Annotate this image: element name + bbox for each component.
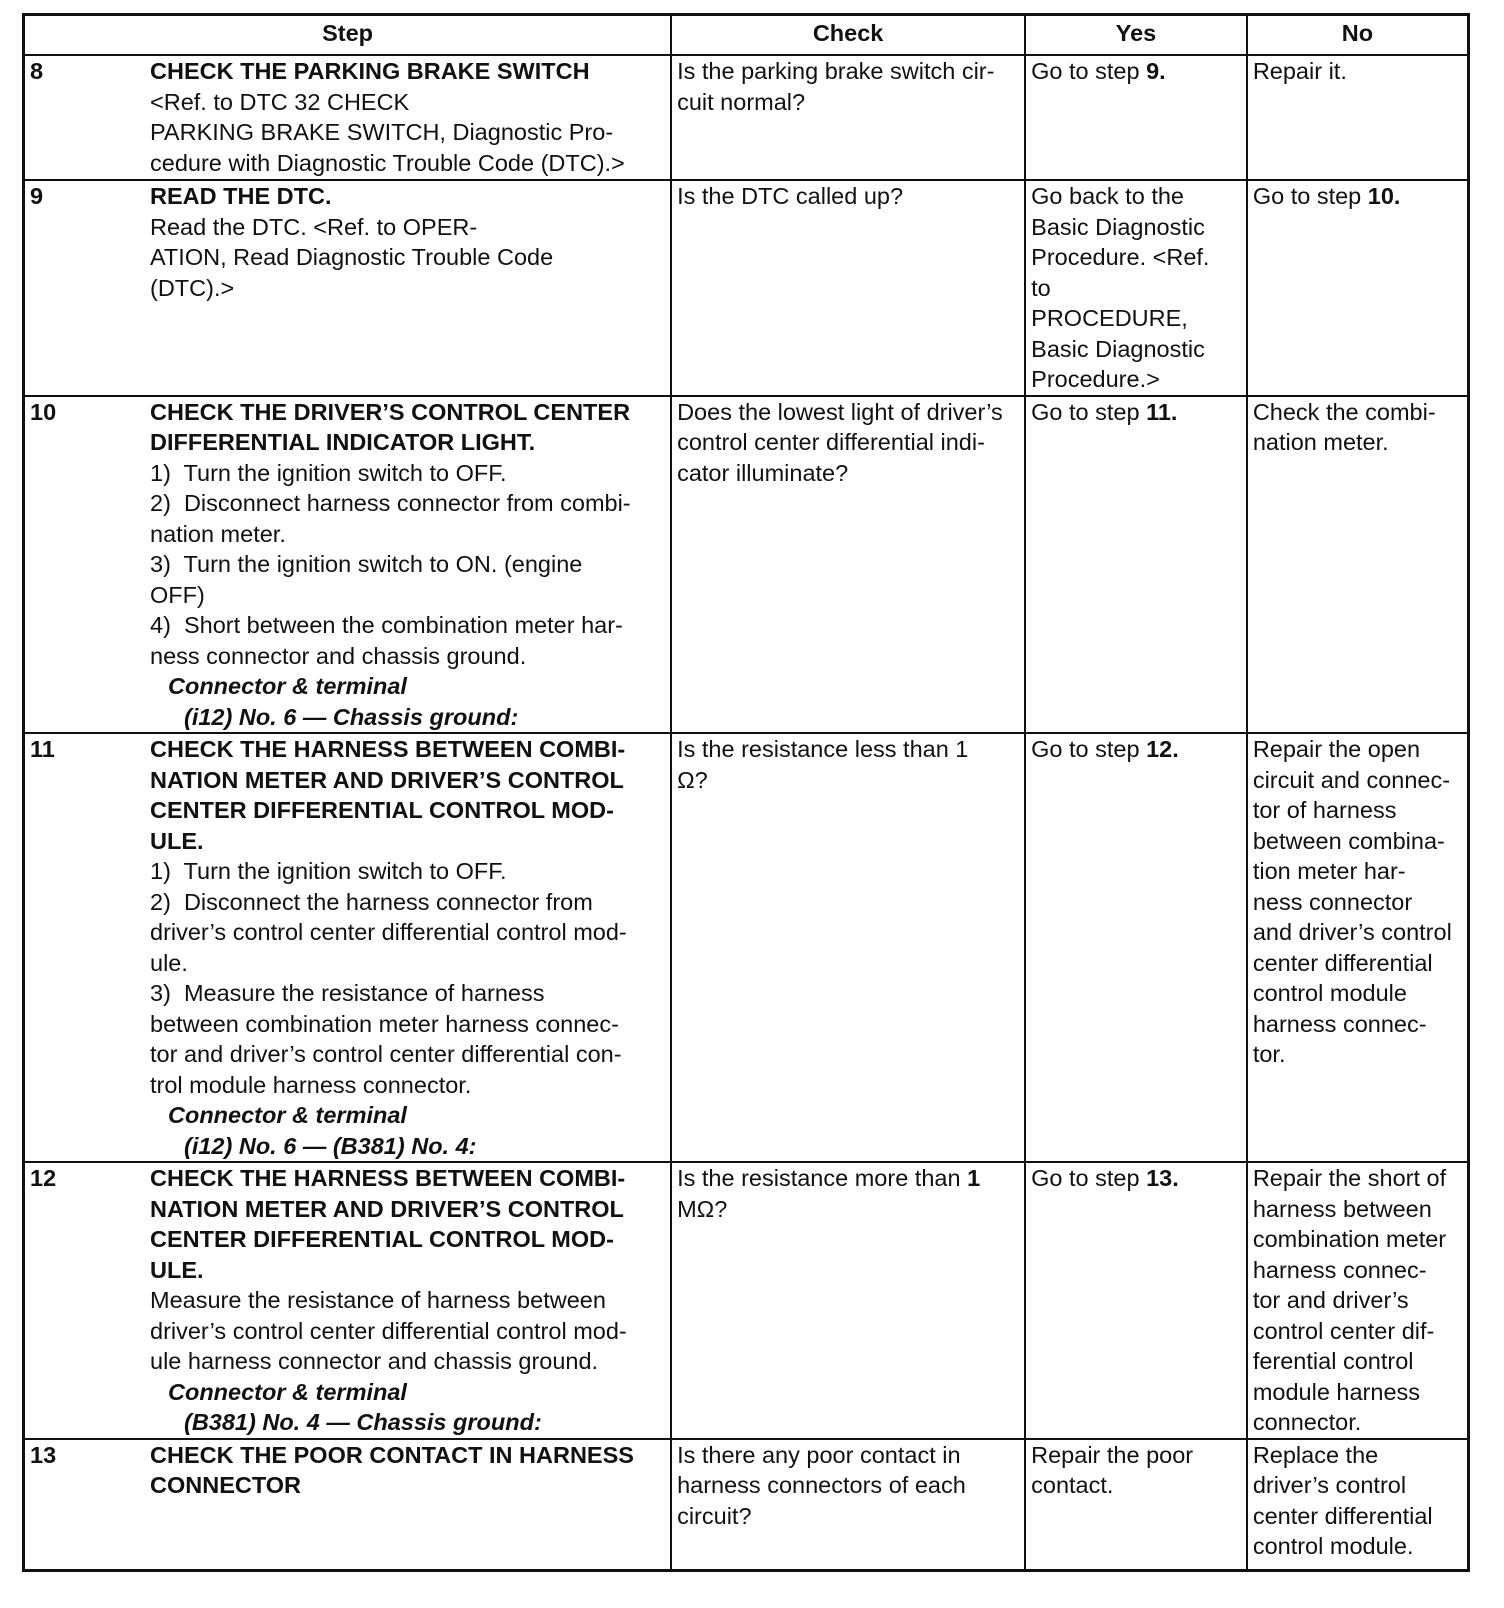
no-cell: Repair the open circuit and connec- tor of harness between combina- tion meter har- ness connector and driver’s control center differential control module harness connec- tor.: [1247, 733, 1469, 1162]
yes-cell: [1025, 1162, 1247, 1439]
check-text: Is the resistance more than: [677, 1165, 968, 1191]
step-title: CHECK THE POOR CONTACT IN HARNESS CONNECTOR: [150, 1441, 634, 1498]
yes-cell: [1025, 733, 1247, 1162]
step-cell: [24, 180, 672, 396]
yes-text: Go to step: [1031, 736, 1147, 762]
step-cell: [24, 396, 672, 734]
table-row: [24, 55, 1469, 180]
connector-terminal-value: (i12) No. 6 — (B381) No. 4:: [184, 1132, 477, 1159]
yes-cell: [1025, 396, 1247, 734]
yes-step-ref: 9.: [1146, 58, 1166, 84]
check-cell: Is the resistance less than 1 Ω?: [671, 733, 1025, 1162]
check-cell: Is there any poor contact in harness connectors of each circuit?: [671, 1439, 1025, 1571]
step-title: CHECK THE HARNESS BETWEEN COMBI- NATION METER AND DRIVER’S CONTROL CENTER DIFFERENTIAL CONTROL MOD- ULE.: [150, 736, 626, 854]
step-body: Read the DTC. <Ref. to OPER- ATION, Read Diagnostic Trouble Code (DTC).>: [150, 213, 554, 301]
table-row: [24, 396, 1469, 734]
yes-step-ref: 13.: [1146, 1165, 1179, 1191]
no-cell: Check the combi- nation meter.: [1247, 396, 1469, 734]
table-row: [24, 1439, 1469, 1571]
check-cell: Does the lowest light of driver’s control center differential indi- cator illuminate?: [671, 396, 1025, 734]
step-title: CHECK THE HARNESS BETWEEN COMBI- NATION METER AND DRIVER’S CONTROL CENTER DIFFERENTIAL CONTROL MOD- ULE.: [150, 1165, 626, 1283]
no-cell: [1247, 180, 1469, 396]
header-row: [24, 15, 1469, 56]
diagnostic-table: [22, 13, 1470, 1572]
yes-step-ref: 12.: [1146, 736, 1179, 762]
step-cell: [24, 1162, 672, 1439]
yes-text: Go to step: [1031, 398, 1147, 425]
table-row: [24, 1162, 1469, 1439]
no-step-ref: 10.: [1367, 183, 1401, 209]
step-number: 8: [30, 58, 44, 84]
connector-terminal-label: Connector & terminal: [168, 673, 407, 699]
step-body: Measure the resistance of harness between driver’s control center differential control mod- ule harness connector and chassis ground.: [150, 1287, 627, 1374]
table-row: [24, 733, 1469, 1162]
check-cell: Is the parking brake switch cir- cuit normal?: [671, 55, 1025, 180]
yes-cell: Repair the poor contact.: [1025, 1439, 1247, 1571]
step-body: 1) Turn the ignition switch to OFF. 2) Disconnect the harness connector from driver’s control center differential control mod- ule. 3) Measure the resistance of harness between combination meter harness connec- tor and driver’s control center differential con- trol module harness connector.: [150, 858, 627, 1098]
step-cell: [24, 55, 672, 180]
no-text: Go to step: [1252, 183, 1368, 209]
connector-terminal-value: (B381) No. 4 — Chassis ground:: [184, 1409, 542, 1435]
connector-terminal-label: Connector & terminal: [168, 1378, 407, 1405]
step-title: READ THE DTC.: [150, 183, 332, 209]
table-row: [24, 180, 1469, 396]
header-step: Step: [24, 15, 672, 56]
no-cell: Replace the driver’s control center differential control module.: [1247, 1439, 1469, 1571]
step-number: 11: [30, 736, 55, 762]
yes-text: Go to step: [1031, 1165, 1147, 1191]
check-unit: MΩ?: [677, 1195, 728, 1222]
header-check: Check: [671, 15, 1025, 56]
check-cell: Is the DTC called up?: [671, 180, 1025, 396]
step-number: 13: [30, 1441, 57, 1468]
no-cell: Repair it.: [1247, 55, 1469, 180]
check-cell: [671, 1162, 1025, 1439]
yes-text: Go to step: [1031, 58, 1147, 84]
header-yes: Yes: [1025, 15, 1247, 56]
yes-cell: Go back to the Basic Diagnostic Procedure. <Ref. to PROCEDURE, Basic Diagnostic Procedure.>: [1025, 180, 1247, 396]
step-title: CHECK THE PARKING BRAKE SWITCH: [150, 58, 590, 84]
yes-step-ref: 11.: [1146, 398, 1178, 425]
step-title: CHECK THE DRIVER’S CONTROL CENTER DIFFERENTIAL INDICATOR LIGHT.: [150, 398, 631, 455]
connector-terminal-value: (i12) No. 6 — Chassis ground:: [184, 703, 519, 730]
header-no: No: [1247, 15, 1469, 56]
step-body: 1) Turn the ignition switch to OFF. 2) Disconnect harness connector from combi- nation meter. 3) Turn the ignition switch to ON. (engine OFF) 4) Short between the combination meter har- ness connector and chassis ground.: [150, 459, 631, 669]
yes-cell: [1025, 55, 1247, 180]
connector-terminal-label: Connector & terminal: [168, 1102, 407, 1128]
step-cell: [24, 1439, 672, 1571]
step-number: 9: [30, 183, 44, 209]
step-body: <Ref. to DTC 32 CHECK PARKING BRAKE SWITCH, Diagnostic Pro- cedure with Diagnostic Trouble Code (DTC).>: [150, 88, 625, 176]
step-number: 10: [30, 398, 57, 425]
no-cell: Repair the short of harness between combination meter harness connec- tor and driver’s control center dif- ferential control module harness connector.: [1247, 1162, 1469, 1439]
step-cell: [24, 733, 672, 1162]
step-number: 12: [30, 1165, 57, 1191]
check-value: 1: [967, 1165, 981, 1191]
